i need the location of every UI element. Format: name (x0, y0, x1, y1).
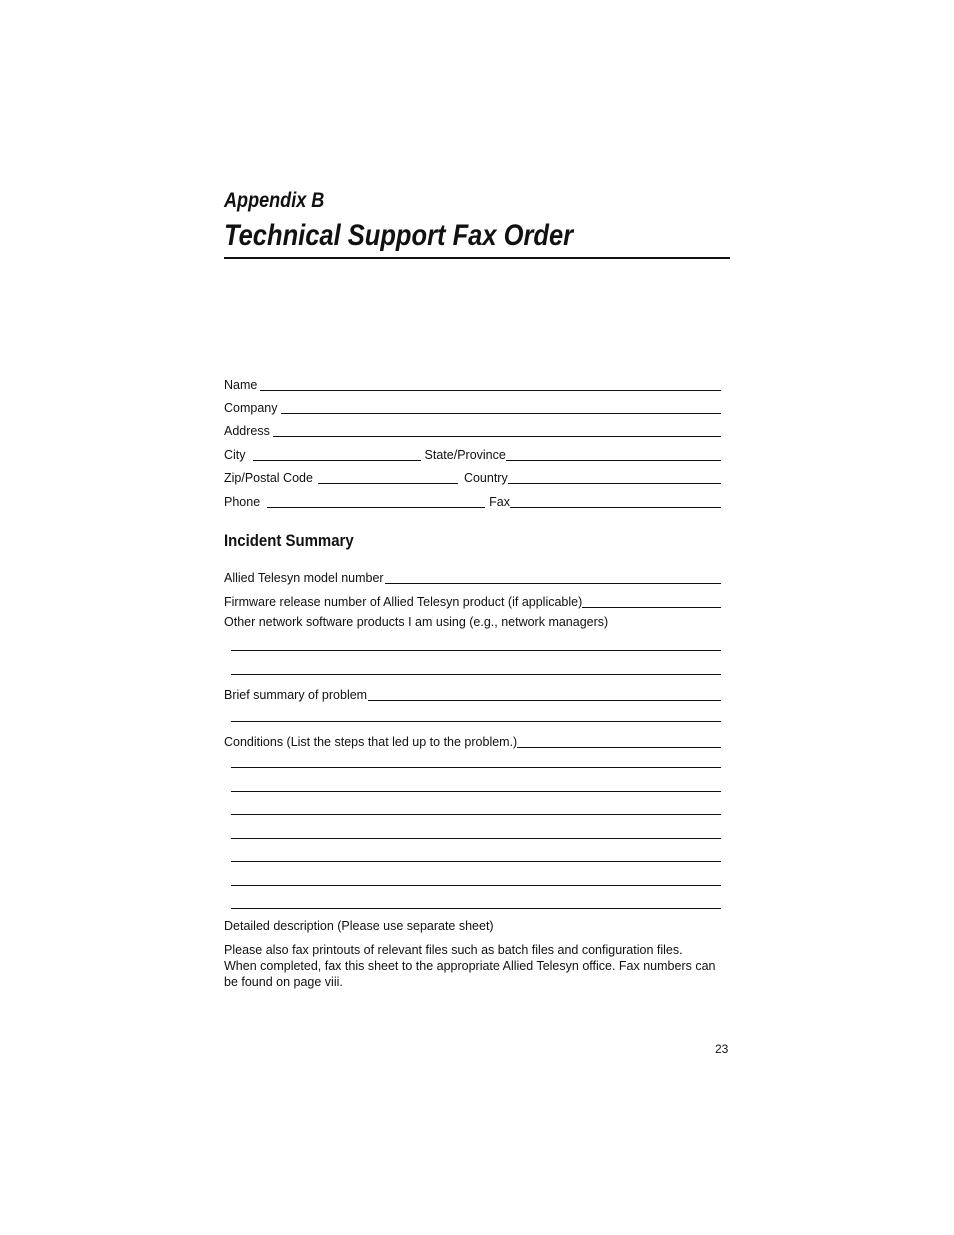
appendix-label: Appendix B (224, 189, 325, 212)
zip-line[interactable] (318, 483, 458, 484)
conditions-line[interactable] (517, 747, 721, 748)
brief-summary-field[interactable] (224, 685, 721, 703)
title-rule (224, 257, 730, 259)
conditions-line-2[interactable] (231, 791, 721, 792)
firmware-release-line[interactable] (582, 607, 721, 608)
city-state-row (224, 445, 721, 463)
zip-label: Zip/Postal Code (224, 471, 313, 485)
incident-summary-heading: Incident Summary (224, 531, 354, 550)
page-title: Technical Support Fax Order (224, 219, 574, 252)
conditions-line-3[interactable] (231, 814, 721, 815)
model-number-line[interactable] (385, 583, 721, 584)
other-software-line-1[interactable] (231, 650, 721, 651)
fax-printouts-note: Please also fax printouts of relevant files such as batch files and configuration files. (224, 943, 683, 957)
zip-country-row (224, 468, 721, 486)
company-line[interactable] (281, 413, 722, 414)
page-number: 23 (715, 1042, 729, 1056)
conditions-line-1[interactable] (231, 767, 721, 768)
company-label: Company (224, 401, 278, 415)
city-line[interactable] (253, 460, 421, 461)
firmware-release-field[interactable] (224, 592, 721, 610)
country-label: Country (463, 471, 508, 485)
brief-summary-label: Brief summary of problem (224, 688, 368, 702)
address-field[interactable] (224, 421, 721, 439)
conditions-line-5[interactable] (231, 861, 721, 862)
company-field[interactable] (224, 398, 721, 416)
completion-note: When completed, fax this sheet to the appropriate Allied Telesyn office. Fax numbers can be found on page viii. (224, 959, 716, 989)
country-line[interactable] (508, 483, 721, 484)
conditions-field[interactable] (224, 732, 721, 750)
fax-label: Fax (489, 495, 510, 509)
conditions-line-6[interactable] (231, 885, 721, 886)
name-field[interactable] (224, 375, 721, 393)
phone-fax-row (224, 492, 721, 510)
state-label: State/Province (424, 448, 506, 462)
other-software-label: Other network software products I am using (e.g., network managers) (224, 615, 609, 629)
brief-summary-line-2[interactable] (231, 721, 721, 722)
model-number-label: Allied Telesyn model number (224, 571, 384, 585)
phone-label: Phone (224, 495, 261, 509)
address-line[interactable] (273, 436, 721, 437)
conditions-line-7[interactable] (231, 908, 721, 909)
other-software-line-2[interactable] (231, 674, 721, 675)
city-label: City (224, 448, 246, 462)
name-label: Name (224, 378, 258, 392)
fax-line[interactable] (510, 507, 721, 508)
detailed-description-label: Detailed description (Please use separate sheet) (224, 919, 494, 933)
state-line[interactable] (506, 460, 721, 461)
conditions-line-4[interactable] (231, 838, 721, 839)
firmware-release-label: Firmware release number of Allied Telesyn product (if applicable) (224, 595, 583, 609)
model-number-field[interactable] (224, 568, 721, 586)
address-label: Address (224, 424, 270, 438)
phone-line[interactable] (267, 507, 485, 508)
brief-summary-line[interactable] (368, 700, 721, 701)
conditions-label: Conditions (List the steps that led up to the problem.) (224, 735, 518, 749)
name-line[interactable] (260, 390, 721, 391)
